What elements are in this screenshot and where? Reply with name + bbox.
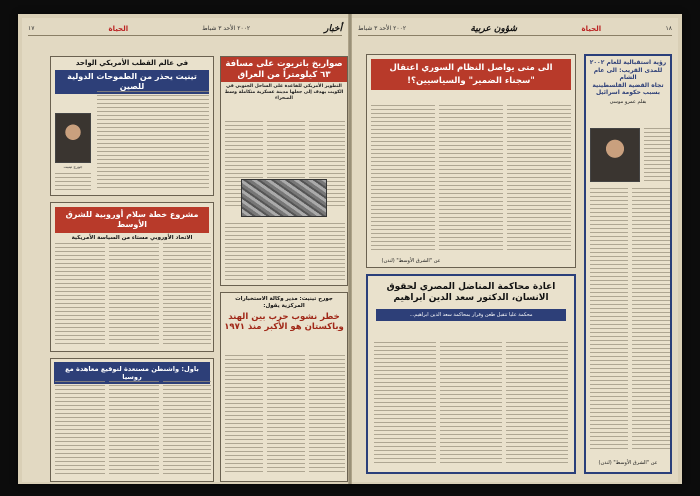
tenet-kicker: في عالم القطب الأمريكي الواحد bbox=[75, 59, 189, 67]
right-logo: الحياة bbox=[581, 24, 602, 33]
vision-footer: عن "الشرق الأوسط" (لندن) bbox=[598, 460, 658, 466]
left-date: ٢٠٠٢ الأحد ٣ شباط bbox=[202, 25, 251, 32]
left-logo: الحياة bbox=[108, 24, 129, 33]
peace-plan-article bbox=[50, 202, 214, 352]
vision-byline: بقلم عمرو موسى bbox=[609, 98, 647, 105]
vision-headline-3: تجاه القضية الفلسطينية bbox=[592, 81, 664, 89]
egypt-article bbox=[366, 274, 576, 474]
left-page-number: ١٧ bbox=[28, 25, 35, 32]
india-headline-2: وباكستان هو الأكبر منذ ١٩٧١ bbox=[224, 322, 344, 333]
powell-headline: باول: واشنطن مستعدة لتوقيع معاهدة مع روسيا bbox=[54, 362, 210, 384]
right-page-header bbox=[358, 22, 672, 36]
right-page bbox=[352, 18, 678, 482]
syria-article bbox=[366, 54, 576, 268]
egypt-headline-1: اعادة محاكمة المناضل المصري لحقوق bbox=[386, 282, 556, 292]
egypt-lede: محكمة عليا تتقبل طعن وقرار بمحاكمة سعد الدين ابراهيم... bbox=[376, 309, 566, 321]
tenet-headline: تينيت يحذر من الطموحات الدولية للصين bbox=[55, 70, 209, 94]
newspaper-spread bbox=[18, 14, 682, 484]
missiles-headline-2: ٦٣ كيلومتراً من العراق bbox=[221, 70, 347, 83]
left-page bbox=[22, 18, 348, 482]
vision-headline-4: بسبب حكومة اسرائيل bbox=[595, 89, 661, 96]
syria-headline-1: الى متى يواصل النظام السوري اعتقال bbox=[371, 59, 571, 75]
missiles-subhead: التطوير الأمريكي للقاعدة على الساحل الجنوبي في الكويت يهدف إلى جعلها مدينة عسكرية متكاملة وسط الصحراء bbox=[224, 84, 344, 101]
left-section-title: أخبار bbox=[324, 23, 342, 34]
tenet-article bbox=[50, 56, 214, 196]
right-section-title: شؤون عربية bbox=[470, 23, 518, 34]
missiles-headline-1: صواريخ باتريوت على مسافة bbox=[221, 57, 347, 70]
right-date: ٢٠٠٢ الأحد ٣ شباط bbox=[358, 25, 407, 32]
india-pakistan-article bbox=[220, 292, 348, 482]
right-page-number: ١٨ bbox=[665, 25, 672, 32]
powell-article bbox=[50, 358, 214, 482]
amr-moussa-photo bbox=[590, 128, 640, 182]
missiles-article bbox=[220, 56, 348, 286]
india-kicker-2: المركزية يقول: bbox=[263, 302, 305, 309]
aerial-photo bbox=[241, 179, 327, 217]
vision-headline-1: رؤية استقبالية للعام ٢٠٠٢ bbox=[589, 59, 667, 66]
syria-headline-2: "سجناء الضمير" والسياسيين؟! bbox=[371, 75, 571, 91]
egypt-headline-2: الانسان، الدكتور سعد الدين ابراهيم bbox=[393, 293, 549, 304]
india-headline-1: خطر نشوب حرب بين الهند bbox=[228, 311, 340, 322]
peace-headline: مشروع خطة سلام أوروبية للشرق الأوسط bbox=[55, 207, 209, 233]
left-page-header bbox=[28, 22, 342, 36]
vision-headline-2: للمدى القريب: الى عام الشام bbox=[593, 66, 663, 81]
peace-subhead: الاتحاد الأوروبي مستاء من السياسة الأمريكية bbox=[71, 235, 193, 241]
tenet-caption: جورج تينيت bbox=[63, 164, 83, 169]
vision-article bbox=[584, 54, 672, 474]
tenet-photo bbox=[55, 113, 91, 163]
syria-footer: عن "الشرق الأوسط" (لندن) bbox=[381, 258, 441, 264]
india-kicker-1: جورج تينيت: مدير وكالة الاستخبارات bbox=[235, 296, 333, 302]
